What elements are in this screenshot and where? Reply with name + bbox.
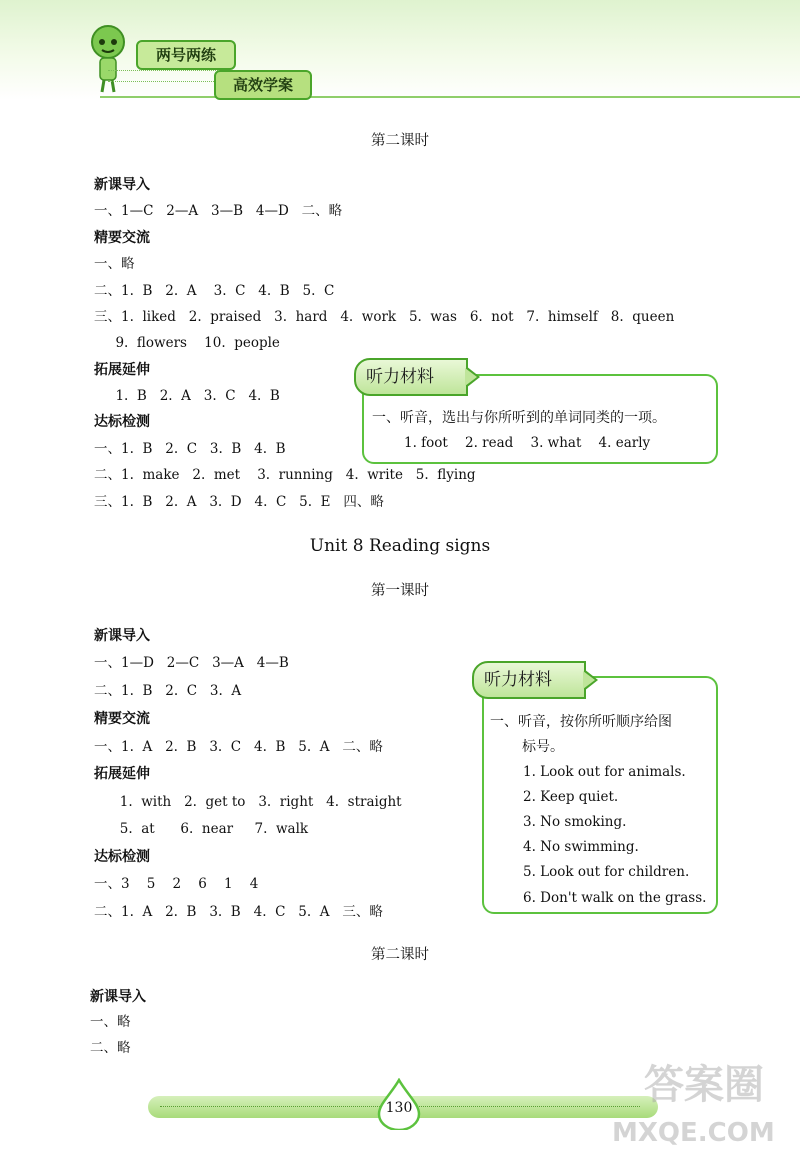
heading-intro: 新课导入 bbox=[94, 628, 150, 644]
listening-question: 一、听音，按你所听顺序给图 bbox=[490, 714, 672, 730]
section-title: 第二课时 bbox=[371, 947, 429, 963]
mascot-icon bbox=[82, 22, 134, 94]
heading-extension: 拓展延伸 bbox=[94, 362, 150, 378]
series-subtitle-rule bbox=[108, 70, 218, 82]
listening-item: 2. Keep quiet. bbox=[523, 789, 619, 805]
listening-question: 一、听音，选出与你所听到的单词同类的一项。 bbox=[372, 410, 666, 426]
answer-line: 1. B 2. A 3. C 4. B bbox=[94, 388, 280, 404]
heading-extension: 拓展延伸 bbox=[94, 766, 150, 782]
listening-item: 3. No smoking. bbox=[523, 814, 627, 830]
answer-line: 二、1. B 2. C 3. A bbox=[94, 683, 242, 699]
tab-arrow-icon bbox=[584, 669, 598, 691]
answer-line: 二、略 bbox=[90, 1040, 131, 1056]
listening-item: 5. Look out for children. bbox=[523, 864, 690, 880]
answer-line: 三、1. B 2. A 3. D 4. C 5. E 四、略 bbox=[94, 494, 384, 510]
answer-line: 三、1. liked 2. praised 3. hard 4. work 5. was 6. not 7. himself 8. queen bbox=[94, 309, 675, 325]
answer-line: 1. with 2. get to 3. right 4. straight bbox=[94, 794, 402, 810]
answer-line: 二、1. A 2. B 3. B 4. C 5. A 三、略 bbox=[94, 904, 383, 920]
listening-item: 1. Look out for animals. bbox=[523, 764, 686, 780]
listening-tab bbox=[472, 661, 586, 699]
heading-intro: 新课导入 bbox=[94, 177, 150, 193]
header-rule bbox=[100, 96, 800, 98]
answer-line: 二、1. make 2. met 3. running 4. write 5. flying bbox=[94, 467, 476, 483]
answer-line: 一、1. A 2. B 3. C 4. B 5. A 二、略 bbox=[94, 739, 383, 755]
heading-assessment: 达标检测 bbox=[94, 849, 150, 865]
listening-tab-label: 听力材料 bbox=[366, 367, 434, 387]
page-number: 130 bbox=[385, 1100, 413, 1116]
section-title: 第二课时 bbox=[371, 133, 429, 149]
heading-assessment: 达标检测 bbox=[94, 414, 150, 430]
tab-arrow-icon bbox=[466, 366, 480, 388]
answer-line: 一、1. B 2. C 3. B 4. B bbox=[94, 441, 286, 457]
answer-line: 一、略 bbox=[90, 1014, 131, 1030]
unit-title: Unit 8 Reading signs bbox=[309, 536, 491, 556]
heading-exchange: 精要交流 bbox=[94, 711, 150, 727]
answer-line: 二、1. B 2. A 3. C 4. B 5. C bbox=[94, 283, 335, 299]
heading-exchange: 精要交流 bbox=[94, 230, 150, 246]
answer-line: 5. at 6. near 7. walk bbox=[94, 821, 309, 837]
listening-tab-label: 听力材料 bbox=[484, 670, 552, 690]
answer-line: 一、3 5 2 6 1 4 bbox=[94, 876, 259, 892]
listening-item: 4. No swimming. bbox=[523, 839, 639, 855]
series-tag: 两号两练 bbox=[136, 40, 236, 70]
answer-line: 一、略 bbox=[94, 256, 135, 272]
listening-item: 6. Don't walk on the grass. bbox=[523, 890, 707, 906]
heading-intro: 新课导入 bbox=[90, 989, 146, 1005]
answer-line: 9. flowers 10. people bbox=[94, 335, 280, 351]
watermark-url: MXQE.COM bbox=[612, 1118, 775, 1148]
listening-question: 标号。 bbox=[522, 739, 564, 755]
listening-items: 1. foot 2. read 3. what 4. early bbox=[404, 435, 651, 451]
watermark-logo: 答案圈 bbox=[644, 1062, 764, 1108]
answer-line: 一、1—D 2—C 3—A 4—B bbox=[94, 655, 289, 671]
listening-tab bbox=[354, 358, 468, 396]
section-title: 第一课时 bbox=[371, 583, 429, 599]
book-tag: 高效学案 bbox=[214, 70, 312, 100]
answer-line: 一、1—C 2—A 3—B 4—D 二、略 bbox=[94, 203, 343, 219]
